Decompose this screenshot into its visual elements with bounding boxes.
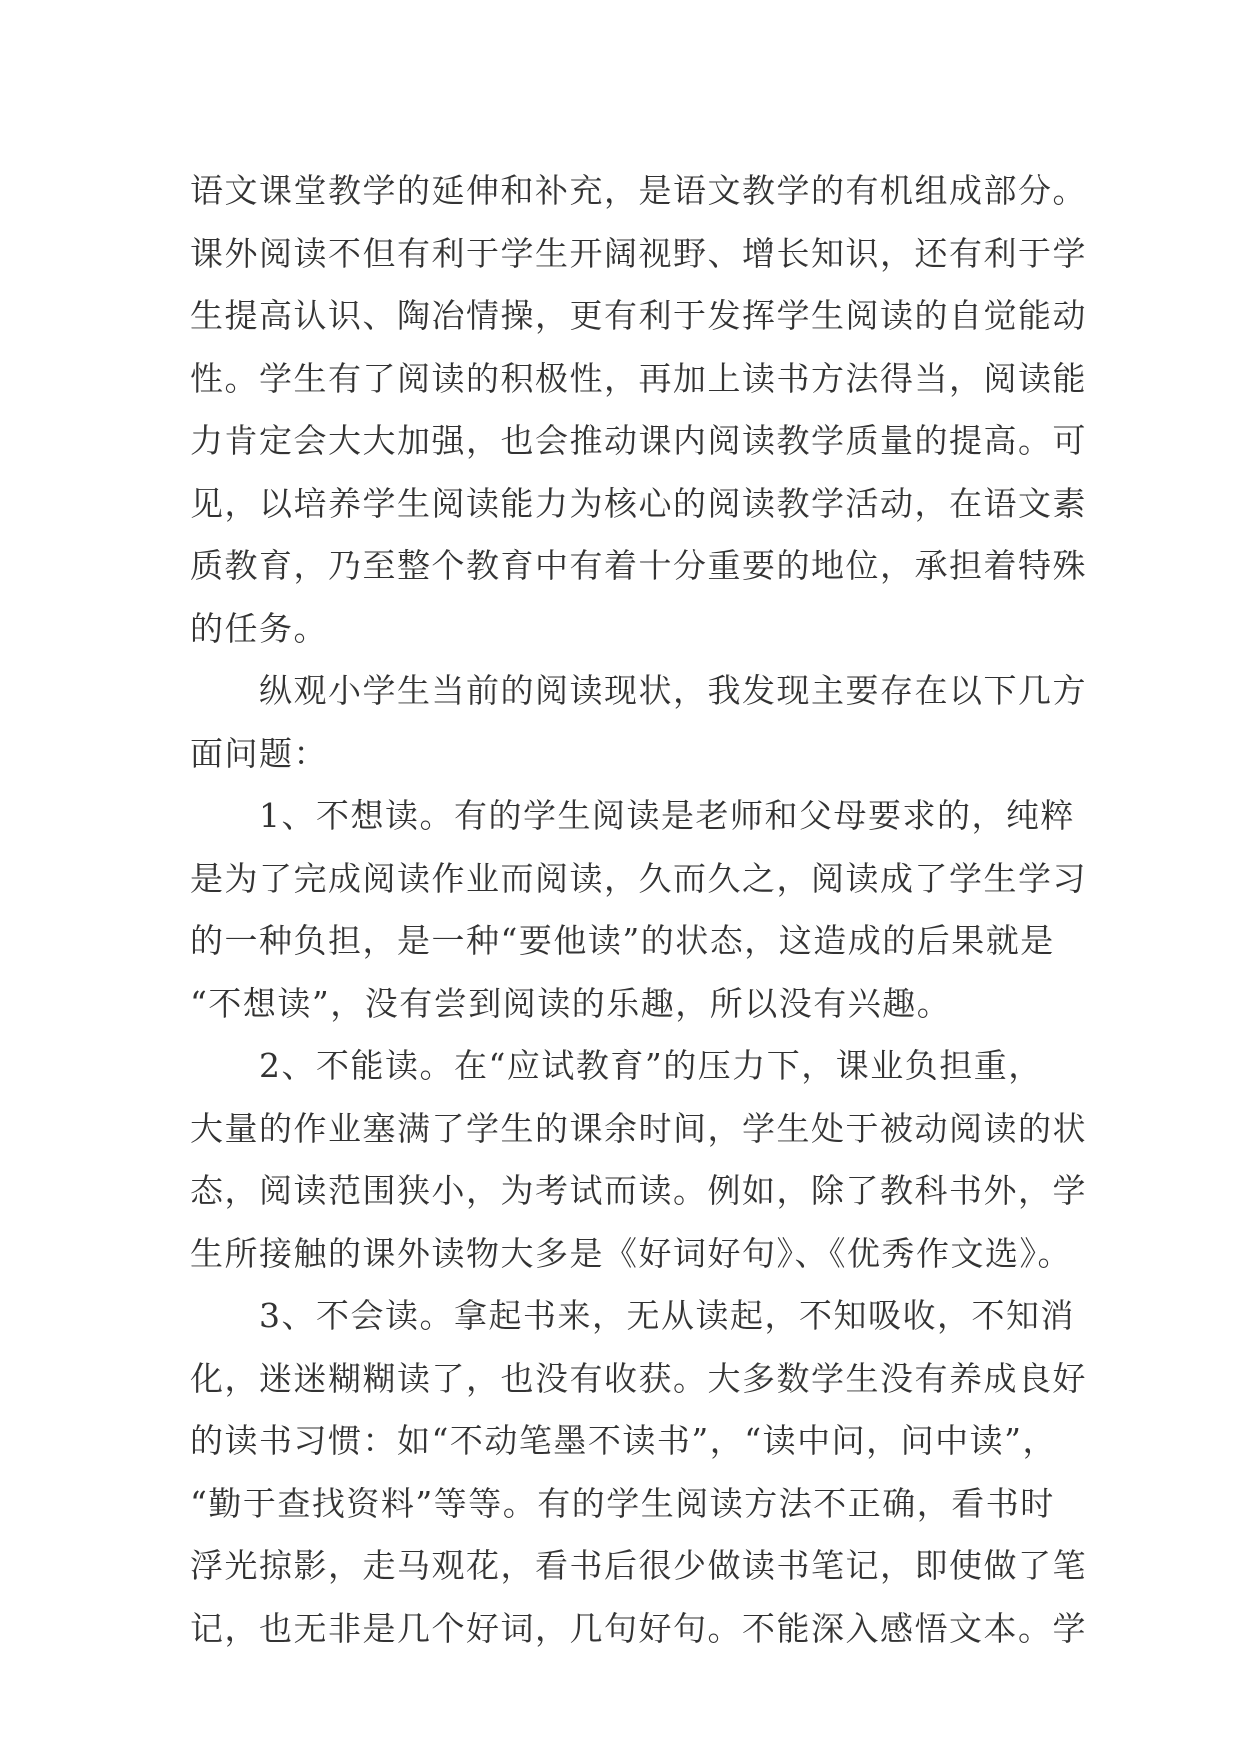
text-line: 的读书习惯：如“不动笔墨不读书”，“读中问，问中读”， <box>190 1421 1057 1460</box>
text-line: 生所接触的课外读物大多是《好词好句》、《优秀作文选》。 <box>190 1233 1072 1273</box>
text-line: 的一种负担，是一种“要他读”的状态，这造成的后果就是 <box>190 921 1055 960</box>
text-line: 记，也无非是几个好词，几句好句。不能深入感悟文本。学 <box>190 1608 1087 1648</box>
text-line: 化，迷迷糊糊读了，也没有收获。大多数学生没有养成良好 <box>190 1358 1087 1398</box>
text-line: 1、不想读。有的学生阅读是老师和父母要求的，纯粹 <box>190 796 1075 835</box>
text-line: 大量的作业塞满了学生的课余时间，学生处于被动阅读的状 <box>190 1108 1087 1148</box>
text-line: 性。学生有了阅读的积极性，再加上读书方法得当，阅读能 <box>190 358 1087 398</box>
text-line: 课外阅读不但有利于学生开阔视野、增长知识，还有利于学 <box>190 233 1087 273</box>
text-line: “不想读”，没有尝到阅读的乐趣，所以没有兴趣。 <box>190 983 952 1023</box>
text-line: “勤于查找资料”等等。有的学生阅读方法不正确，看书时 <box>190 1483 1055 1523</box>
text-line: 的任务。 <box>190 608 328 648</box>
text-line: 生提高认识、陶冶情操，更有利于发挥学生阅读的自觉能动 <box>190 296 1087 335</box>
text-line: 2、不能读。在“应试教育”的压力下，课业负担重， <box>190 1046 1043 1085</box>
text-line: 见，以培养学生阅读能力为核心的阅读教学活动，在语文素 <box>190 483 1087 523</box>
text-line: 浮光掠影，走马观花，看书后很少做读书笔记，即使做了笔 <box>190 1546 1087 1585</box>
text-line: 力肯定会大大加强，也会推动课内阅读教学质量的提高。可 <box>190 421 1087 460</box>
text-line: 质教育，乃至整个教育中有着十分重要的地位，承担着特殊 <box>190 546 1087 585</box>
text-line: 语文课堂教学的延伸和补充，是语文教学的有机组成部分。 <box>190 171 1087 210</box>
text-line: 3、不会读。拿起书来，无从读起，不知吸收，不知消 <box>190 1296 1075 1335</box>
text-line: 态，阅读范围狭小，为考试而读。例如，除了教科书外，学 <box>190 1171 1087 1210</box>
text-line: 纵观小学生当前的阅读现状，我发现主要存在以下几方 <box>190 671 1087 710</box>
text-line: 面问题： <box>190 733 328 773</box>
text-line: 是为了完成阅读作业而阅读，久而久之，阅读成了学生学习 <box>190 858 1087 898</box>
body-text <box>190 160 1087 1660</box>
